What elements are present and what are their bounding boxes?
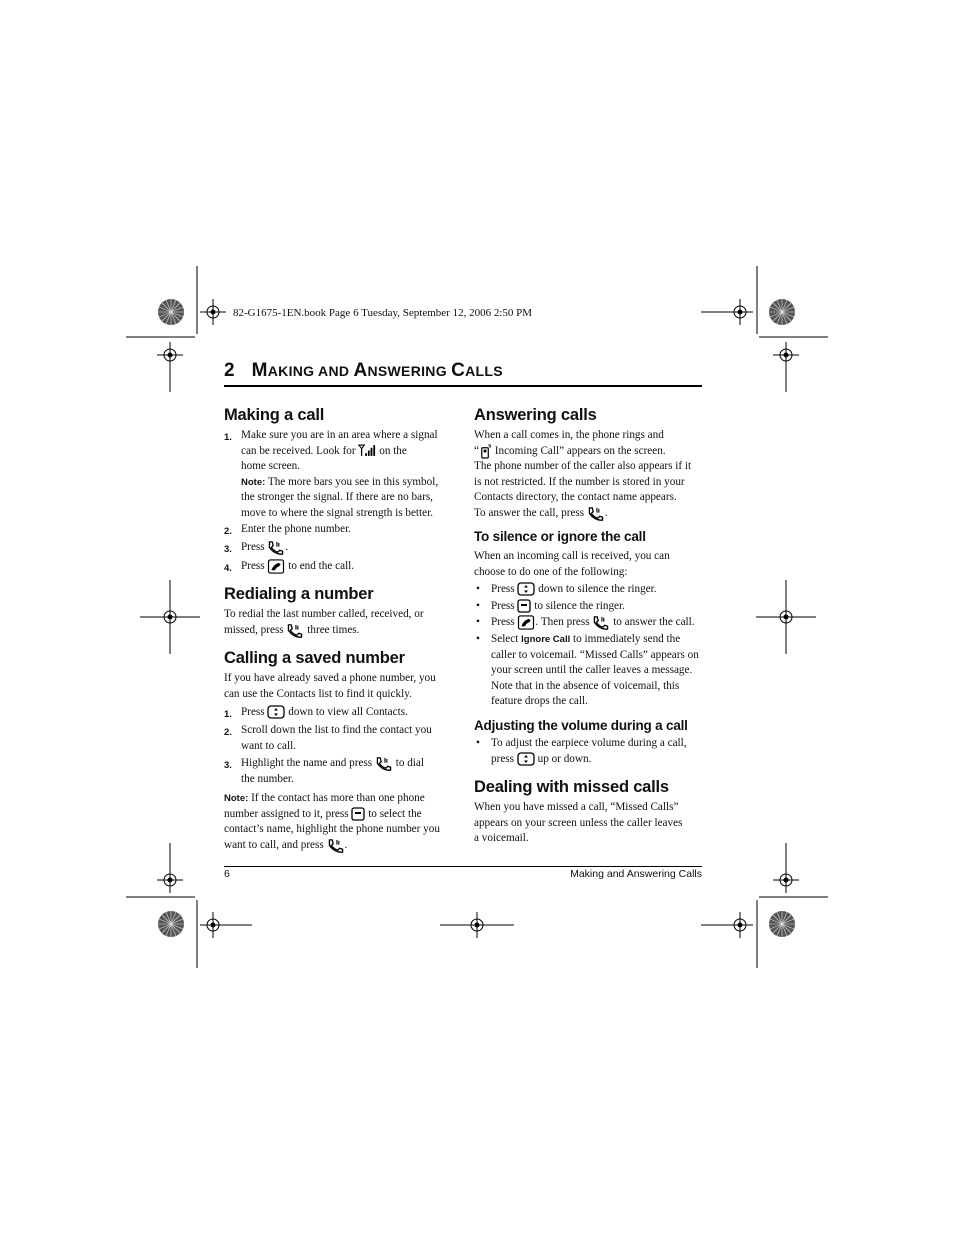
chapter-title-part: M: [251, 360, 268, 381]
text-run: down to view all Contacts.: [285, 706, 408, 718]
text-line: appears on your screen unless the caller leaves: [474, 816, 683, 829]
step-number: 1.: [224, 432, 232, 443]
answering-text: [474, 428, 709, 521]
text-run: Select: [491, 633, 522, 645]
text-run: to dial: [392, 757, 424, 770]
silence-intro: [474, 549, 709, 580]
signal-strength-icon: [358, 444, 376, 457]
text-line: [241, 444, 456, 460]
text-line: Contacts directory, the contact name appears.: [474, 491, 677, 504]
text-run: missed, press: [224, 623, 287, 636]
text-line: [224, 791, 459, 807]
text-run: to select the: [365, 807, 422, 820]
text-run: Press: [241, 541, 268, 554]
text-run: down to silence the ringer.: [535, 583, 657, 595]
bullet: •: [476, 737, 480, 749]
chapter-title-part: ALLS: [465, 363, 503, 379]
page-number: 6: [224, 868, 230, 880]
text-line: To redial the last number called, received, or: [224, 608, 424, 620]
text-line: the number.: [241, 772, 294, 785]
text-line: [491, 752, 711, 768]
text-run: Press: [491, 600, 518, 612]
redialing-heading: Redialing a number: [224, 585, 374, 603]
silence-heading: To silence or ignore the call: [474, 529, 646, 544]
chapter-title-part: A: [353, 360, 368, 381]
text-run: .: [604, 506, 608, 519]
text-line: [224, 623, 454, 639]
text-line: If you have already saved a phone number, you: [224, 672, 436, 684]
text-line: The phone number of the caller also appears if it: [474, 460, 692, 473]
softkey-icon: [351, 807, 365, 821]
volume-heading: Adjusting the volume during a call: [474, 718, 688, 733]
text-line: the stronger the signal. If there are no bars,: [241, 491, 433, 503]
silence-bullet-1: [491, 582, 657, 598]
calling-saved-step3: [241, 756, 456, 787]
navigation-key-icon: [517, 752, 535, 766]
text-line: [491, 632, 711, 648]
ignore-call-label: Ignore Call: [521, 634, 571, 645]
text-line: When an incoming call is received, you can: [474, 550, 670, 562]
making-call-step4: [241, 559, 354, 575]
print-header: 82-G1675-1EN.book Page 6 Tuesday, September 12, 2006 2:50 PM: [233, 307, 533, 319]
footer-title: Making and Answering Calls: [570, 868, 702, 880]
text-run: to immediately send the: [570, 633, 681, 645]
text-line: When you have missed a call, “Missed Calls”: [474, 801, 679, 813]
answering-heading: Answering calls: [474, 406, 597, 424]
chapter-rule: [224, 385, 702, 387]
text-line: can use the Contacts list to find it quickly.: [224, 687, 412, 700]
text-run: to end the call.: [285, 560, 355, 573]
bullet: •: [476, 616, 480, 628]
text-run: three times.: [304, 623, 360, 636]
text-run: .: [285, 541, 289, 554]
text-run: to answer the call.: [610, 616, 695, 629]
text-line: your screen until the caller leaves a message.: [491, 664, 693, 676]
text-line: [224, 807, 459, 823]
text-run: Press: [241, 560, 268, 573]
chapter-title: [224, 360, 503, 382]
bullet: •: [476, 583, 480, 595]
text-line: Note that in the absence of voicemail, this: [491, 679, 680, 692]
text-run: Highlight the name and press: [241, 757, 375, 770]
silence-bullet-2: [491, 599, 625, 615]
text-line: a voicemail.: [474, 832, 529, 844]
text-run: Press: [491, 583, 518, 595]
text-run: Press: [491, 616, 518, 629]
text-line: [224, 838, 459, 854]
calling-saved-step2: [241, 723, 456, 754]
step-number: 4.: [224, 563, 232, 574]
missed-text: [474, 800, 709, 847]
calling-saved-step1: [241, 705, 408, 721]
navigation-key-icon: [517, 582, 535, 596]
note: [241, 475, 456, 491]
step-number: 2.: [224, 526, 232, 537]
note-label: Note:: [224, 793, 249, 804]
text-run: Press: [241, 706, 268, 718]
chapter-number: 2: [224, 360, 235, 381]
text-run: The more bars you see in this symbol,: [265, 475, 439, 488]
making-call-step3: [241, 540, 288, 556]
text-run: “: [474, 444, 479, 457]
text-run: on the: [376, 444, 407, 457]
silence-bullet-4: [491, 632, 711, 710]
send-key-icon: [267, 540, 285, 555]
making-call-step1: [241, 428, 456, 521]
bullet: •: [476, 633, 480, 645]
text-line: When a call comes in, the phone rings and: [474, 429, 664, 441]
chapter-title-part: AKING AND: [267, 363, 354, 379]
bullet: •: [476, 600, 480, 612]
chapter-title-part: C: [451, 360, 466, 381]
step-number: 3.: [224, 544, 232, 555]
calling-saved-heading: Calling a saved number: [224, 649, 405, 667]
text-run: to silence the ringer.: [531, 600, 625, 612]
send-key-icon: [286, 623, 304, 638]
text-line: home screen.: [241, 460, 301, 472]
making-call-heading: Making a call: [224, 406, 325, 424]
text-line: caller to voicemail. “Missed Calls” appears on: [491, 648, 699, 661]
text-run: . Then press: [535, 616, 593, 629]
redialing-text: [224, 607, 454, 638]
making-call-step2: Enter the phone number.: [241, 523, 351, 535]
send-key-icon: [375, 756, 393, 771]
text-line: Scroll down the list to find the contact you: [241, 724, 432, 736]
text-run: press: [491, 752, 517, 765]
step-number: 1.: [224, 709, 232, 720]
navigation-key-icon: [267, 705, 285, 719]
chapter-title-part: NSWERING: [367, 363, 452, 379]
text-run: To answer the call, press: [474, 506, 587, 519]
step-number: 3.: [224, 760, 232, 771]
footer-rule: [224, 866, 702, 867]
note-label: Note:: [241, 476, 266, 488]
calling-saved-intro: [224, 671, 454, 702]
text-line: want to call.: [241, 739, 296, 752]
text-line: choose to do one of the following:: [474, 565, 628, 578]
text-line: is not restricted. If the number is stored in your: [474, 475, 685, 488]
silence-bullet-3: [491, 615, 695, 631]
text-line: [474, 506, 709, 522]
text-run: If the contact has more than one phone: [248, 792, 425, 804]
step-number: 2.: [224, 727, 232, 738]
volume-text: [491, 736, 711, 767]
text-line: move to where the signal strength is better.: [241, 506, 434, 519]
text-run: can be received. Look for: [241, 444, 359, 457]
send-key-icon: [587, 506, 605, 521]
send-key-icon: [327, 838, 345, 853]
text-line: contact’s name, highlight the phone number you: [224, 823, 440, 835]
text-run: number assigned to it, press: [224, 807, 352, 820]
text-run: up or down.: [534, 752, 592, 765]
text-line: [241, 756, 456, 772]
softkey-icon: [517, 599, 531, 613]
text-run: .: [344, 838, 348, 851]
text-line: feature drops the call.: [491, 695, 588, 707]
missed-heading: Dealing with missed calls: [474, 778, 669, 796]
text-run: want to call, and press: [224, 838, 327, 851]
send-key-icon: [592, 615, 610, 630]
end-key-icon: [267, 559, 285, 574]
text-run: Incoming Call” appears on the screen.: [491, 444, 666, 457]
calling-saved-note: [224, 791, 459, 853]
text-line: [474, 444, 709, 460]
incoming-call-icon: [479, 444, 492, 459]
text-line: Make sure you are in an area where a signal: [241, 429, 438, 441]
text-line: To adjust the earpiece volume during a call,: [491, 737, 687, 749]
end-key-icon: [517, 615, 535, 630]
